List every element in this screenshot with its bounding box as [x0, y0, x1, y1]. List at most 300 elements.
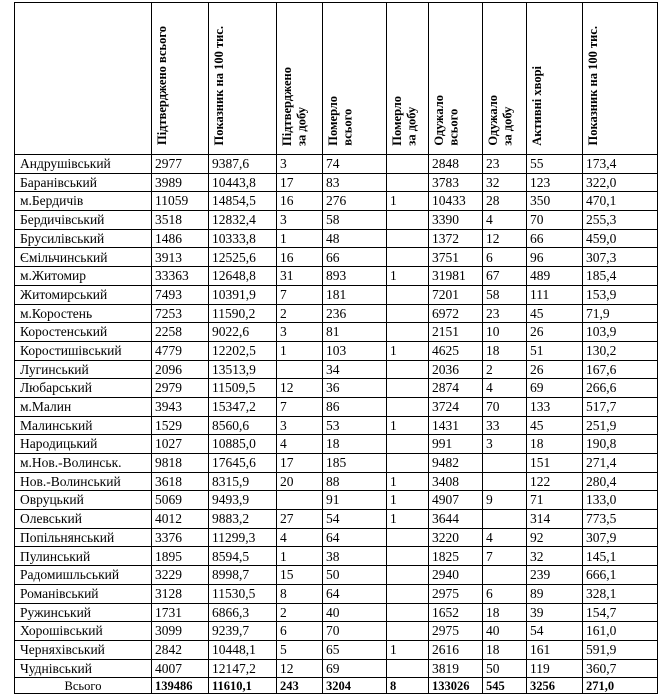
data-cell: 83	[323, 173, 387, 192]
data-cell: 4	[483, 379, 527, 398]
data-cell	[483, 472, 527, 491]
table-row	[15, 547, 658, 566]
column-header	[583, 3, 658, 155]
data-cell	[387, 248, 429, 267]
data-cell: 167,6	[583, 360, 658, 379]
table-row	[15, 566, 658, 585]
table-row	[15, 454, 658, 473]
column-header	[323, 3, 387, 155]
data-cell	[387, 547, 429, 566]
data-cell: 8315,9	[209, 472, 277, 491]
data-cell: 173,4	[583, 155, 658, 174]
total-value-cell: 3256	[527, 678, 583, 694]
data-cell: 991	[429, 435, 483, 454]
data-cell: 12832,4	[209, 211, 277, 230]
data-cell	[483, 566, 527, 585]
data-cell: 20	[277, 472, 323, 491]
data-cell: 58	[323, 211, 387, 230]
district-name-cell: Пулинський	[15, 547, 152, 566]
data-cell: 26	[527, 323, 583, 342]
data-cell: 119	[527, 659, 583, 678]
data-cell: 13513,9	[209, 360, 277, 379]
data-cell	[483, 454, 527, 473]
data-cell: 9493,9	[209, 491, 277, 510]
data-cell: 15347,2	[209, 397, 277, 416]
data-cell: 4	[483, 211, 527, 230]
data-cell: 10	[483, 323, 527, 342]
data-cell: 1486	[152, 229, 209, 248]
table-row	[15, 360, 658, 379]
data-cell: 18	[527, 435, 583, 454]
data-cell: 11590,2	[209, 304, 277, 323]
column-header-label: Активні хворі	[530, 65, 544, 146]
data-cell: 314	[527, 510, 583, 529]
total-value-cell: 545	[483, 678, 527, 694]
data-cell	[387, 155, 429, 174]
district-name-cell: м.Малин	[15, 397, 152, 416]
data-cell	[387, 435, 429, 454]
data-cell: 11509,5	[209, 379, 277, 398]
data-cell: 6972	[429, 304, 483, 323]
data-cell: 328,1	[583, 584, 658, 603]
data-cell: 2258	[152, 323, 209, 342]
data-cell: 3229	[152, 566, 209, 585]
total-label-cell: Всього	[15, 678, 152, 694]
data-cell	[483, 510, 527, 529]
data-cell: 7201	[429, 285, 483, 304]
data-cell: 470,1	[583, 192, 658, 211]
data-cell: 64	[323, 584, 387, 603]
data-cell	[387, 360, 429, 379]
data-cell: 181	[323, 285, 387, 304]
data-cell: 122	[527, 472, 583, 491]
data-cell: 71,9	[583, 304, 658, 323]
data-cell: 3	[277, 211, 323, 230]
data-cell: 123	[527, 173, 583, 192]
data-cell: 69	[323, 659, 387, 678]
table-header	[15, 3, 658, 155]
data-cell: 88	[323, 472, 387, 491]
data-cell: 154,7	[583, 603, 658, 622]
data-cell: 517,7	[583, 397, 658, 416]
table-row	[15, 229, 658, 248]
district-name-cell: Бердичівський	[15, 211, 152, 230]
data-cell: 111	[527, 285, 583, 304]
data-cell: 1	[387, 341, 429, 360]
data-cell: 16	[277, 192, 323, 211]
district-name-cell: Попільнянський	[15, 528, 152, 547]
data-cell: 50	[323, 566, 387, 585]
data-cell: 11059	[152, 192, 209, 211]
table-row	[15, 435, 658, 454]
table-row	[15, 173, 658, 192]
table-row	[15, 491, 658, 510]
data-cell: 3220	[429, 528, 483, 547]
data-cell: 1825	[429, 547, 483, 566]
data-cell: 4	[277, 528, 323, 547]
data-cell: 3390	[429, 211, 483, 230]
district-name-cell: Романівський	[15, 584, 152, 603]
data-cell	[277, 360, 323, 379]
district-name-cell: м.Житомир	[15, 267, 152, 286]
district-name-cell: Коростенський	[15, 323, 152, 342]
data-cell: 103	[323, 341, 387, 360]
column-header	[387, 3, 429, 155]
data-cell: 11299,3	[209, 528, 277, 547]
data-cell: 58	[483, 285, 527, 304]
data-cell: 10885,0	[209, 435, 277, 454]
data-cell: 666,1	[583, 566, 658, 585]
data-cell: 7493	[152, 285, 209, 304]
data-cell: 2940	[429, 566, 483, 585]
data-cell: 5069	[152, 491, 209, 510]
data-cell: 251,9	[583, 416, 658, 435]
data-cell: 1	[387, 491, 429, 510]
district-name-cell: Овруцький	[15, 491, 152, 510]
data-cell: 2975	[429, 622, 483, 641]
data-cell: 40	[483, 622, 527, 641]
data-cell: 69	[527, 379, 583, 398]
data-cell: 50	[483, 659, 527, 678]
data-cell: 8	[277, 584, 323, 603]
data-cell: 151	[527, 454, 583, 473]
column-header	[429, 3, 483, 155]
column-header-label: Померло за добу	[390, 95, 419, 146]
data-cell: 70	[527, 211, 583, 230]
data-cell: 8998,7	[209, 566, 277, 585]
column-header-label: Показник на 100 тис.	[212, 26, 226, 146]
data-cell: 11530,5	[209, 584, 277, 603]
column-header	[209, 3, 277, 155]
table-row	[15, 416, 658, 435]
district-name-cell: Малинський	[15, 416, 152, 435]
data-cell: 92	[527, 528, 583, 547]
data-cell: 3099	[152, 622, 209, 641]
data-cell: 66	[527, 229, 583, 248]
data-cell: 23	[483, 155, 527, 174]
data-cell: 33	[483, 416, 527, 435]
data-cell	[387, 603, 429, 622]
district-name-cell: Любарський	[15, 379, 152, 398]
data-cell: 276	[323, 192, 387, 211]
district-name-cell: Черняхівський	[15, 640, 152, 659]
data-cell	[387, 566, 429, 585]
covid-statistics-table	[14, 2, 658, 694]
data-cell: 12	[277, 659, 323, 678]
data-cell: 1	[387, 416, 429, 435]
data-cell: 54	[323, 510, 387, 529]
data-cell: 350	[527, 192, 583, 211]
table-row	[15, 323, 658, 342]
data-cell: 6	[483, 248, 527, 267]
district-name-cell: Баранівський	[15, 173, 152, 192]
data-cell: 10333,8	[209, 229, 277, 248]
data-cell: 9387,6	[209, 155, 277, 174]
data-cell: 1372	[429, 229, 483, 248]
total-value-cell: 133026	[429, 678, 483, 694]
data-cell: 3943	[152, 397, 209, 416]
data-cell: 12202,5	[209, 341, 277, 360]
data-cell: 15	[277, 566, 323, 585]
data-cell: 4625	[429, 341, 483, 360]
data-cell: 103,9	[583, 323, 658, 342]
data-cell: 239	[527, 566, 583, 585]
data-cell: 2096	[152, 360, 209, 379]
data-cell: 153,9	[583, 285, 658, 304]
column-header	[152, 3, 209, 155]
data-cell: 4779	[152, 341, 209, 360]
district-name-cell: Нов.-Волинський	[15, 472, 152, 491]
data-cell: 89	[527, 584, 583, 603]
data-cell: 18	[483, 603, 527, 622]
data-cell: 26	[527, 360, 583, 379]
data-cell: 9818	[152, 454, 209, 473]
data-cell: 2616	[429, 640, 483, 659]
data-cell: 773,5	[583, 510, 658, 529]
data-cell	[387, 379, 429, 398]
data-cell: 255,3	[583, 211, 658, 230]
data-cell: 2	[483, 360, 527, 379]
data-cell: 3783	[429, 173, 483, 192]
data-cell: 3618	[152, 472, 209, 491]
data-cell: 2874	[429, 379, 483, 398]
data-cell: 3	[277, 155, 323, 174]
data-cell: 45	[527, 416, 583, 435]
table-row	[15, 622, 658, 641]
data-cell	[387, 173, 429, 192]
table-row	[15, 603, 658, 622]
data-cell: 2975	[429, 584, 483, 603]
district-name-cell: Лугинський	[15, 360, 152, 379]
table-body	[15, 155, 658, 678]
data-cell: 55	[527, 155, 583, 174]
data-cell: 1	[277, 341, 323, 360]
data-cell: 266,6	[583, 379, 658, 398]
data-cell: 66	[323, 248, 387, 267]
data-cell: 3128	[152, 584, 209, 603]
table-row	[15, 510, 658, 529]
data-cell: 1	[387, 192, 429, 211]
table-row	[15, 248, 658, 267]
data-cell	[277, 491, 323, 510]
data-cell: 1652	[429, 603, 483, 622]
data-cell: 86	[323, 397, 387, 416]
data-cell: 18	[483, 640, 527, 659]
data-cell: 81	[323, 323, 387, 342]
data-cell: 3724	[429, 397, 483, 416]
data-cell: 1731	[152, 603, 209, 622]
data-cell: 67	[483, 267, 527, 286]
data-cell: 271,4	[583, 454, 658, 473]
data-cell: 185	[323, 454, 387, 473]
data-cell: 591,9	[583, 640, 658, 659]
data-cell: 3	[483, 435, 527, 454]
data-cell: 64	[323, 528, 387, 547]
data-cell: 1	[277, 547, 323, 566]
district-name-cell: Коростишівський	[15, 341, 152, 360]
data-cell: 54	[527, 622, 583, 641]
district-name-cell: Олевський	[15, 510, 152, 529]
data-cell: 133,0	[583, 491, 658, 510]
data-cell: 65	[323, 640, 387, 659]
data-cell: 161	[527, 640, 583, 659]
data-cell: 17	[277, 173, 323, 192]
data-cell: 28	[483, 192, 527, 211]
district-name-cell: Брусилівський	[15, 229, 152, 248]
data-cell: 7	[277, 285, 323, 304]
data-cell: 27	[277, 510, 323, 529]
data-cell: 14854,5	[209, 192, 277, 211]
district-name-cell: м.Бердичів	[15, 192, 152, 211]
data-cell: 23	[483, 304, 527, 323]
total-value-cell: 8	[387, 678, 429, 694]
data-cell: 6	[483, 584, 527, 603]
data-cell	[387, 211, 429, 230]
data-cell: 32	[527, 547, 583, 566]
table-footer	[15, 678, 658, 694]
table-row	[15, 640, 658, 659]
column-header-label: Показник на 100 тис.	[586, 26, 600, 146]
data-cell: 34	[323, 360, 387, 379]
data-cell: 130,2	[583, 341, 658, 360]
data-cell: 5	[277, 640, 323, 659]
data-cell: 38	[323, 547, 387, 566]
data-cell: 9482	[429, 454, 483, 473]
data-cell: 12147,2	[209, 659, 277, 678]
data-cell: 1895	[152, 547, 209, 566]
data-cell: 1	[277, 229, 323, 248]
data-cell: 71	[527, 491, 583, 510]
data-cell: 74	[323, 155, 387, 174]
data-cell	[387, 622, 429, 641]
total-value-cell: 139486	[152, 678, 209, 694]
data-cell	[387, 659, 429, 678]
data-cell: 3	[277, 416, 323, 435]
district-name-cell: Чуднівський	[15, 659, 152, 678]
data-cell: 36	[323, 379, 387, 398]
district-name-cell: Хорошівський	[15, 622, 152, 641]
data-cell: 307,9	[583, 528, 658, 547]
data-cell: 17645,6	[209, 454, 277, 473]
data-cell: 133	[527, 397, 583, 416]
header-row	[15, 3, 658, 155]
data-cell: 307,3	[583, 248, 658, 267]
data-cell: 489	[527, 267, 583, 286]
data-cell: 39	[527, 603, 583, 622]
data-cell: 12648,8	[209, 267, 277, 286]
column-header-label: Померло всього	[326, 95, 355, 146]
district-name-cell: м.Коростень	[15, 304, 152, 323]
header-corner-cell	[15, 3, 152, 155]
data-cell: 1	[387, 472, 429, 491]
data-cell	[387, 528, 429, 547]
data-cell: 17	[277, 454, 323, 473]
data-cell: 10443,8	[209, 173, 277, 192]
data-cell: 893	[323, 267, 387, 286]
total-value-cell: 243	[277, 678, 323, 694]
data-cell: 2977	[152, 155, 209, 174]
data-cell: 4907	[429, 491, 483, 510]
data-cell: 3819	[429, 659, 483, 678]
table-row	[15, 379, 658, 398]
table-row	[15, 397, 658, 416]
data-cell: 2	[277, 304, 323, 323]
data-cell: 2979	[152, 379, 209, 398]
total-row	[15, 678, 658, 694]
column-header-label: Одужало за добу	[486, 94, 515, 146]
data-cell: 70	[483, 397, 527, 416]
data-cell: 7	[277, 397, 323, 416]
data-cell: 190,8	[583, 435, 658, 454]
data-cell: 18	[323, 435, 387, 454]
data-cell: 1	[387, 267, 429, 286]
data-cell	[387, 285, 429, 304]
data-cell: 48	[323, 229, 387, 248]
data-cell: 4007	[152, 659, 209, 678]
total-value-cell: 11610,1	[209, 678, 277, 694]
data-cell	[387, 584, 429, 603]
data-cell: 51	[527, 341, 583, 360]
column-header-label: Підтверджено за добу	[280, 66, 309, 146]
total-value-cell: 3204	[323, 678, 387, 694]
column-header	[277, 3, 323, 155]
data-cell: 2848	[429, 155, 483, 174]
data-cell: 360,7	[583, 659, 658, 678]
data-cell: 8594,5	[209, 547, 277, 566]
data-cell: 161,0	[583, 622, 658, 641]
column-header	[527, 3, 583, 155]
data-cell: 1431	[429, 416, 483, 435]
data-cell: 2	[277, 603, 323, 622]
district-name-cell: Радомишльський	[15, 566, 152, 585]
data-cell: 10391,9	[209, 285, 277, 304]
data-cell: 12	[483, 229, 527, 248]
data-cell: 1529	[152, 416, 209, 435]
table-row	[15, 267, 658, 286]
data-cell: 3408	[429, 472, 483, 491]
data-cell: 9883,2	[209, 510, 277, 529]
data-cell: 16	[277, 248, 323, 267]
data-cell: 31	[277, 267, 323, 286]
data-cell: 3989	[152, 173, 209, 192]
table-row	[15, 285, 658, 304]
district-name-cell: Ємільчинський	[15, 248, 152, 267]
data-cell: 145,1	[583, 547, 658, 566]
data-cell	[387, 229, 429, 248]
data-cell: 4	[483, 528, 527, 547]
data-cell: 2036	[429, 360, 483, 379]
data-cell: 1	[387, 510, 429, 529]
data-cell: 31981	[429, 267, 483, 286]
table-row	[15, 472, 658, 491]
data-cell: 7	[483, 547, 527, 566]
data-cell: 1027	[152, 435, 209, 454]
data-cell	[387, 323, 429, 342]
data-cell: 3751	[429, 248, 483, 267]
data-cell: 3644	[429, 510, 483, 529]
data-cell: 3	[277, 323, 323, 342]
table-row	[15, 192, 658, 211]
data-cell: 12525,6	[209, 248, 277, 267]
data-cell: 459,0	[583, 229, 658, 248]
data-cell: 10448,1	[209, 640, 277, 659]
district-name-cell: Андрушівський	[15, 155, 152, 174]
data-cell: 2151	[429, 323, 483, 342]
data-cell	[387, 397, 429, 416]
data-cell: 3913	[152, 248, 209, 267]
data-cell: 6	[277, 622, 323, 641]
data-cell: 10433	[429, 192, 483, 211]
